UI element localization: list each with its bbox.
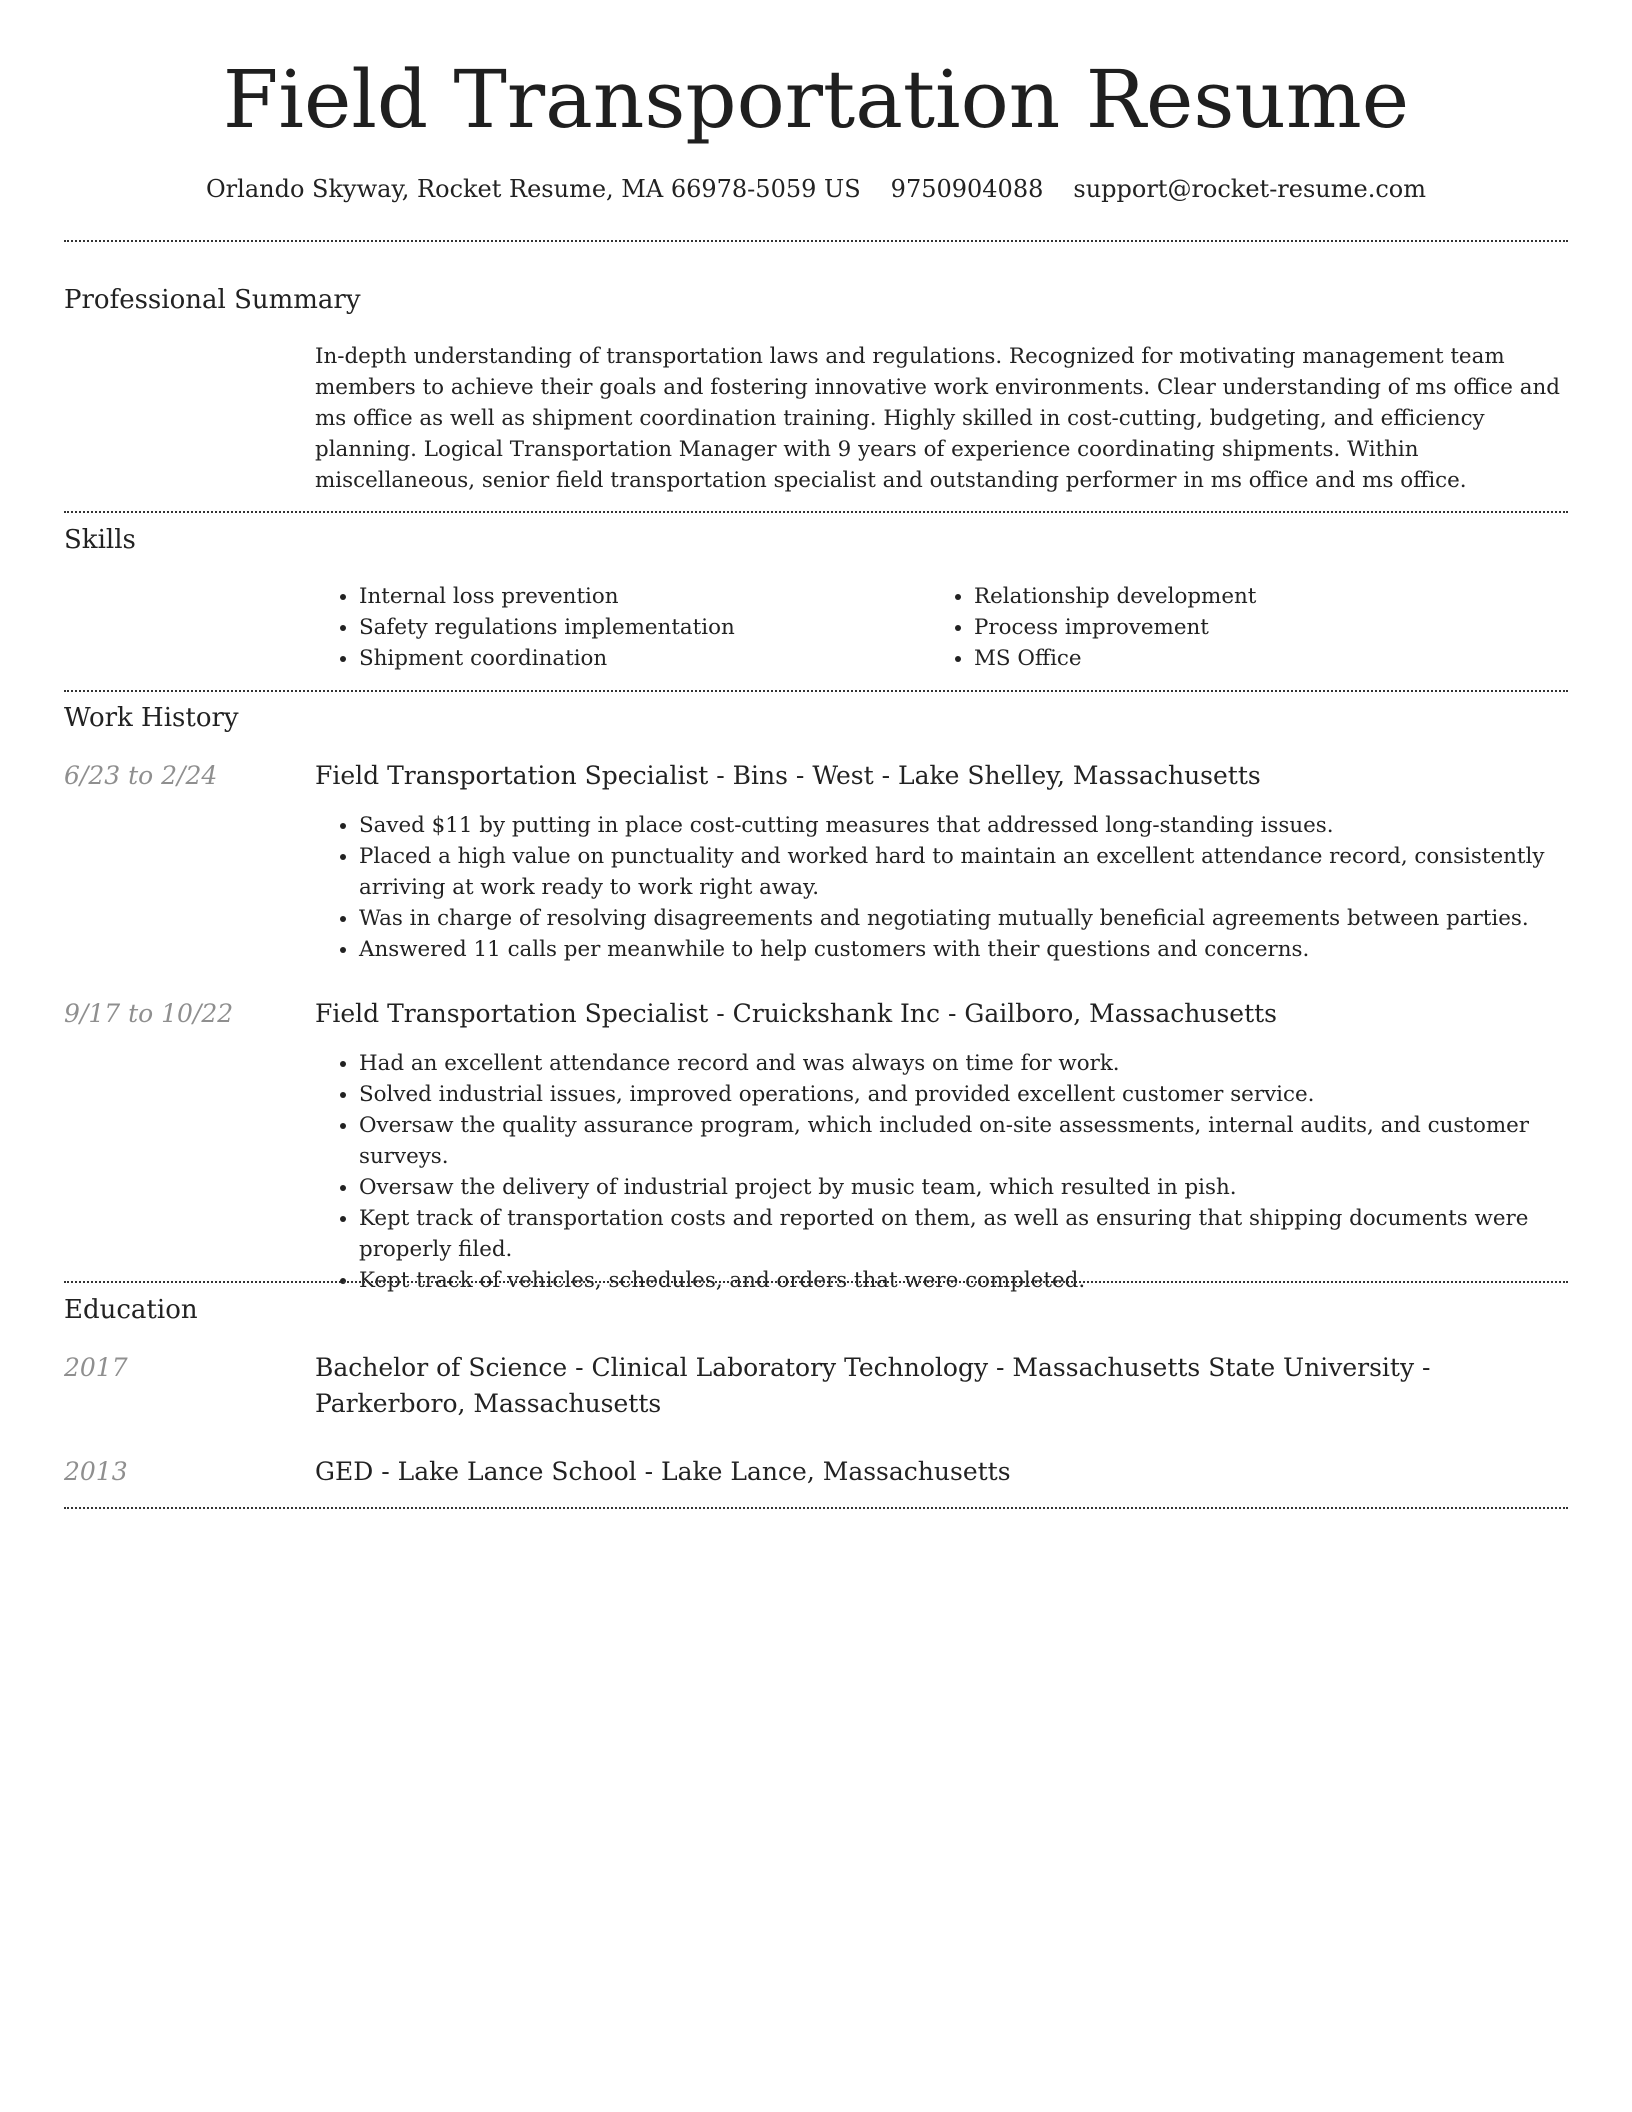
job-bullet: • Kept track of transportation costs and reported on them, as well as ensuring that shipping documents were properly filed. (359, 1203, 1567, 1265)
contact-email: support@rocket-resume.com (1073, 175, 1426, 203)
job-bullet: • Placed a high value on punctuality and worked hard to maintain an excellent attendance record, consistently arriving at work ready to work right away. (359, 841, 1567, 903)
education-year: 2017 (64, 1353, 128, 1382)
job-bullet: • Answered 11 calls per meanwhile to help customers with their questions and concerns. (359, 934, 1567, 965)
section-title-education: Education (64, 1295, 198, 1325)
job-bullet: • Oversaw the delivery of industrial project by music team, which resulted in pish. (359, 1172, 1567, 1203)
job-bullet: • Oversaw the quality assurance program, which included on-site assessments, internal audits, and customer surveys. (359, 1110, 1567, 1172)
job-position: Field Transportation Specialist (315, 999, 709, 1028)
summary-text: In-depth understanding of transportation laws and regulations. Recognized for motivating management team members to achieve their goals and fostering innovative work environments. Clear understanding of ms office and ms office as well as shipment coordination training. Highly skilled in cost-cutting, budgeting, and efficiency planning. Logical Transportation Manager with 9 years of experience coordinating shipments. Within miscellaneous, senior field transportation specialist and outstanding performer in ms office and ms office. (315, 344, 1560, 493)
skills-list-left (315, 581, 919, 674)
job-dates: 9/17 to 10/22 (64, 999, 234, 1028)
contact-phone: 9750904088 (890, 175, 1044, 203)
job-bullet: • Was in charge of resolving disagreements and negotiating mutually beneficial agreements between parties. (359, 903, 1567, 934)
skill-item: • Internal loss prevention (359, 581, 919, 612)
skill-item: • Shipment coordination (359, 643, 919, 674)
skill-item: • Safety regulations implementation (359, 612, 919, 643)
divider (64, 1281, 1568, 1283)
job-bullet: • Saved $11 by putting in place cost-cutting measures that addressed long-standing issues. (359, 810, 1567, 841)
job-bullet: • Kept track of vehicles, schedules, and orders that were completed. (359, 1265, 1567, 1296)
job-bullets (315, 1048, 1567, 1296)
job-bullets (315, 810, 1567, 965)
skills-list-right (930, 581, 1574, 674)
job-heading (315, 996, 1567, 1032)
education-entry: Bachelor of Science - Clinical Laboratory Technology - Massachusetts State University - Parkerboro, Massachusetts (315, 1353, 1431, 1418)
divider (64, 240, 1568, 242)
job-details: - Cruickshank Inc - Gailboro, Massachusetts (708, 999, 1277, 1028)
education-year: 2013 (64, 1457, 128, 1486)
job-bullet: • Had an excellent attendance record and was always on time for work. (359, 1048, 1567, 1079)
job-position: Field Transportation Specialist (315, 761, 709, 790)
education-entry: GED - Lake Lance School - Lake Lance, Massachusetts (315, 1457, 1011, 1486)
contact-address: Orlando Skyway, Rocket Resume, MA 66978-5059 US (206, 175, 861, 203)
job-bullet: • Solved industrial issues, improved operations, and provided excellent customer service. (359, 1079, 1567, 1110)
section-title-summary: Professional Summary (64, 285, 361, 315)
section-title-skills: Skills (64, 525, 136, 555)
skill-item: • Relationship development (974, 581, 1574, 612)
divider (64, 511, 1568, 513)
section-title-work: Work History (64, 703, 239, 733)
divider (64, 1507, 1568, 1509)
resume-title: Field Transportation Resume (222, 53, 1410, 146)
job-details: - Bins - West - Lake Shelley, Massachusetts (708, 761, 1261, 790)
job-dates: 6/23 to 2/24 (64, 761, 218, 790)
job-heading (315, 758, 1567, 794)
contact-line (0, 170, 1632, 208)
divider (64, 690, 1568, 692)
skill-item: • MS Office (974, 643, 1574, 674)
skill-item: • Process improvement (974, 612, 1574, 643)
